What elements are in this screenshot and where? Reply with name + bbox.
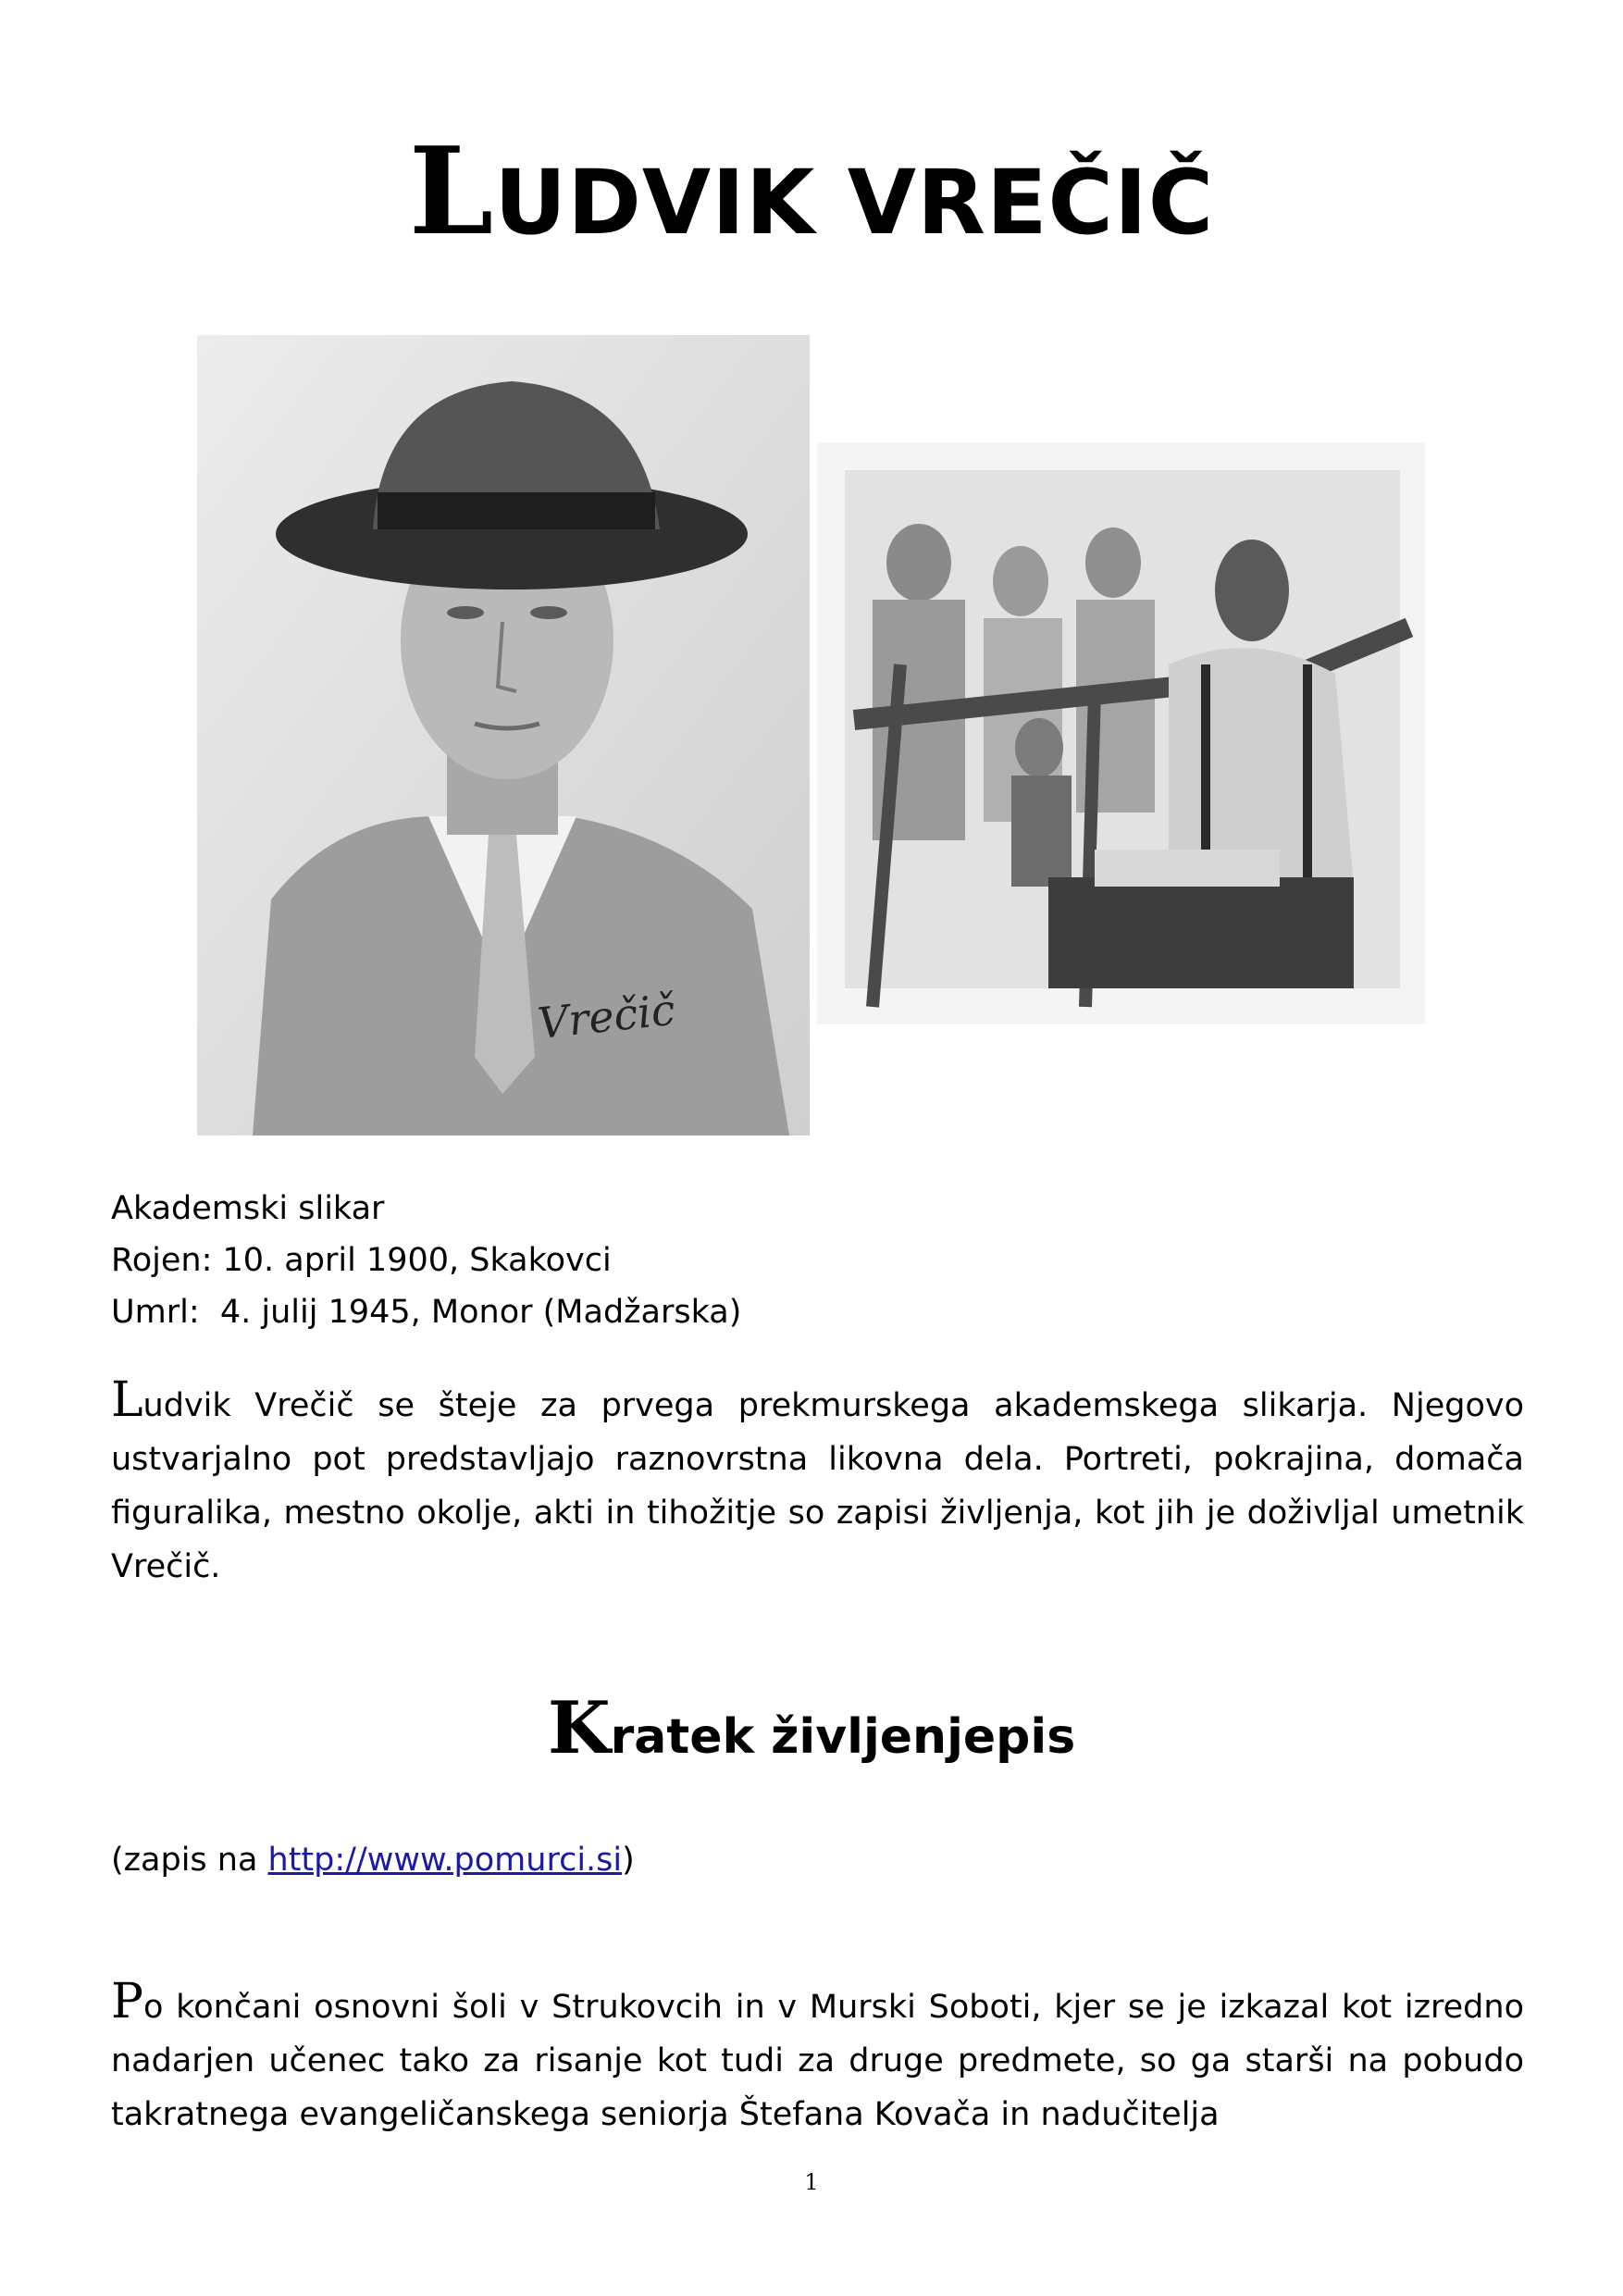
intro-paragraph xyxy=(111,1372,1524,1594)
source-link[interactable]: http://www.pomurci.si xyxy=(267,1842,623,1879)
heading-initial: K xyxy=(547,1686,611,1770)
artist-facts xyxy=(111,1183,741,1338)
title-rest: UDVIK VREČIČ xyxy=(494,151,1215,254)
birth-line: Rojen: 10. april 1900, Skakovci xyxy=(111,1242,612,1279)
profession-line: Akademski slikar xyxy=(111,1190,385,1227)
page-number: 1 xyxy=(804,2169,819,2195)
page-title xyxy=(0,120,1623,262)
bio-text: o končani osnovni šoli v Strukovcih in v Murski Soboti, kjer se je izkazal kot izredno nadarjen učenec tako za risanje kot tudi za druge predmete, so ga starši na pobudo takratnega evangeličanskega seniorja Štefana Kovača in nadučitelja xyxy=(111,1989,1524,2133)
intro-text: udvik Vrečič se šteje za prvega prekmurskega akademskega slikarja. Njegovo ustvarjalno pot predstavljajo raznovrstna likovna dela. Portreti, pokrajina, domača figuralika, mestno okolje, akti in tihožitje so zapisi življenja, kot jih je doživljal umetnik Vrečič. xyxy=(111,1387,1524,1585)
source-suffix: ) xyxy=(622,1842,635,1879)
source-prefix: (zapis na xyxy=(111,1842,268,1879)
bio-drop-cap: P xyxy=(111,1974,143,2029)
title-initial: L xyxy=(408,120,495,262)
death-line: Umrl: 4. julij 1945, Monor (Madžarska) xyxy=(111,1294,742,1331)
section-heading xyxy=(0,1686,1623,1770)
signature: Vrečič xyxy=(535,984,678,1049)
portrait-photo xyxy=(197,335,810,1136)
intro-drop-cap: L xyxy=(111,1372,143,1428)
group-photo xyxy=(817,442,1425,1024)
heading-rest: ratek življenjepis xyxy=(610,1709,1076,1765)
source-note xyxy=(111,1842,635,1879)
bio-paragraph xyxy=(111,1974,1524,2141)
